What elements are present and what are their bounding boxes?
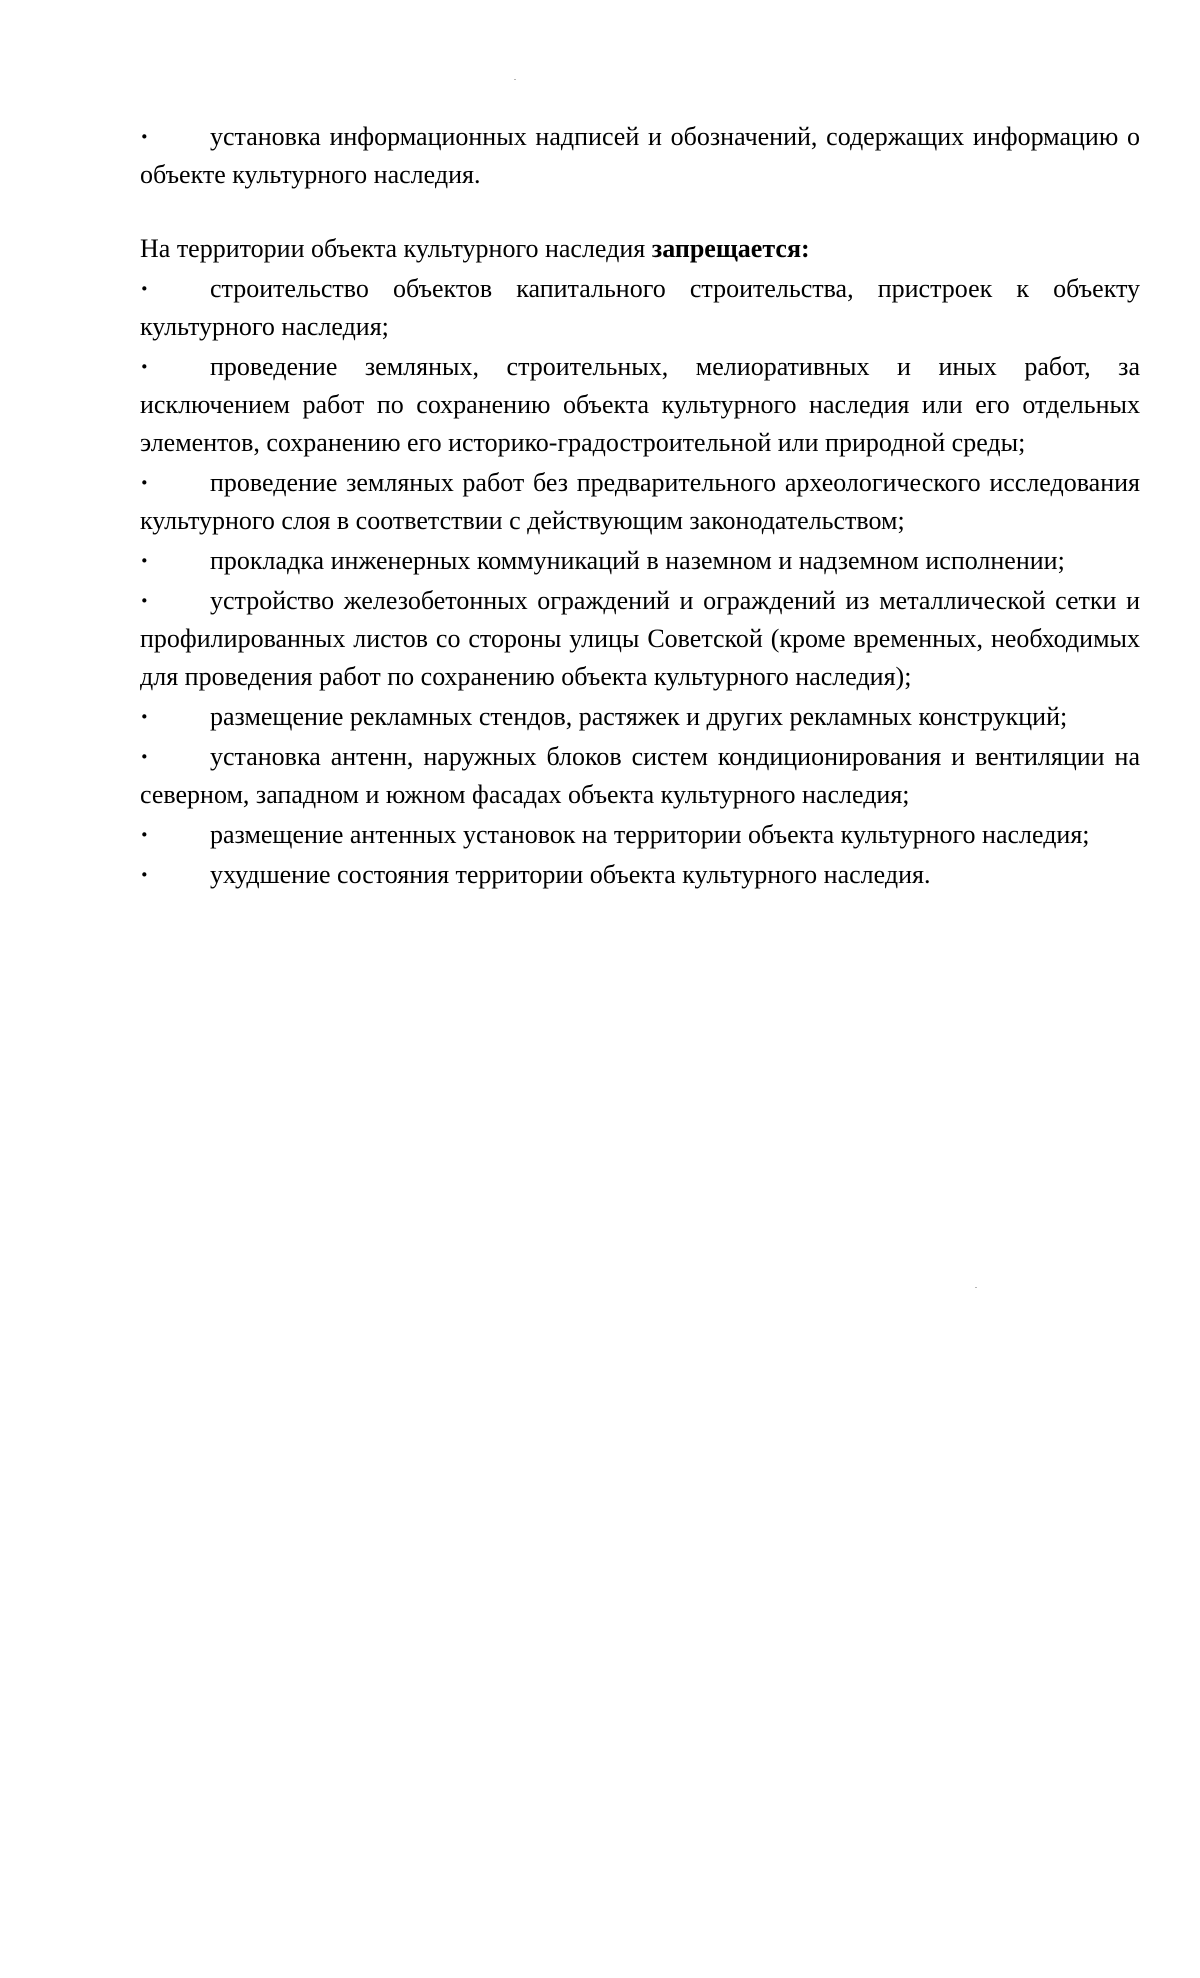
bullet-icon: · xyxy=(140,586,149,615)
bullet-icon: · xyxy=(140,352,149,381)
section-lead-emphasis: запрещается: xyxy=(651,234,810,263)
bullet-icon: · xyxy=(140,702,149,731)
list-item xyxy=(140,542,1140,580)
bullet-icon: · xyxy=(140,820,149,849)
list-item xyxy=(140,582,1140,696)
list-item-text: ухудшение состояния территории объекта культурного наследия. xyxy=(210,860,931,889)
list-item-text: проведение земляных, строительных, мелиоративных и иных работ, за исключением работ по сохранению объекта культурного наследия или его отдельных элементов, сохранению его историко-градостроительной или природной среды; xyxy=(140,352,1140,457)
list-item-text: строительство объектов капитального строительства, пристроек к объекту культурного наследия; xyxy=(140,274,1140,341)
list-item-text: размещение рекламных стендов, растяжек и других рекламных конструкций; xyxy=(210,702,1068,731)
list-item-text: размещение антенных установок на территории объекта культурного наследия; xyxy=(210,820,1090,849)
section-lead-text: На территории объекта культурного наследия xyxy=(140,234,652,263)
bullet-icon: · xyxy=(140,468,149,497)
list-item xyxy=(140,816,1140,854)
scan-speck xyxy=(514,79,516,80)
list-item xyxy=(140,464,1140,540)
list-item xyxy=(140,856,1140,894)
bullet-icon: · xyxy=(140,860,149,889)
list-item-text: проведение земляных работ без предварительного археологического исследования культурного слоя в соответствии с действующим законодательством; xyxy=(140,468,1140,535)
list-item xyxy=(140,270,1140,346)
section-lead xyxy=(140,230,1140,268)
bullet-icon: · xyxy=(140,274,149,303)
scan-speck xyxy=(975,1287,977,1288)
bullet-icon: · xyxy=(140,742,149,771)
list-item-text: установка антенн, наружных блоков систем кондиционирования и вентиляции на северном, западном и южном фасадах объекта культурного наследия; xyxy=(140,742,1140,809)
document-body xyxy=(140,118,1140,896)
list-item xyxy=(140,118,1140,194)
list-item xyxy=(140,738,1140,814)
bullet-icon: · xyxy=(140,546,149,575)
list-item xyxy=(140,698,1140,736)
bullet-icon: · xyxy=(140,122,149,151)
list-item-text: прокладка инженерных коммуникаций в наземном и надземном исполнении; xyxy=(210,546,1065,575)
list-item xyxy=(140,348,1140,462)
list-item-text: установка информационных надписей и обозначений, содержащих информацию о объекте культурного наследия. xyxy=(140,122,1140,189)
list-item-text: устройство железобетонных ограждений и ограждений из металлической сетки и профилированных листов со стороны улицы Советской (кроме временных, необходимых для проведения работ по сохранению объекта культурного наследия); xyxy=(140,586,1140,691)
